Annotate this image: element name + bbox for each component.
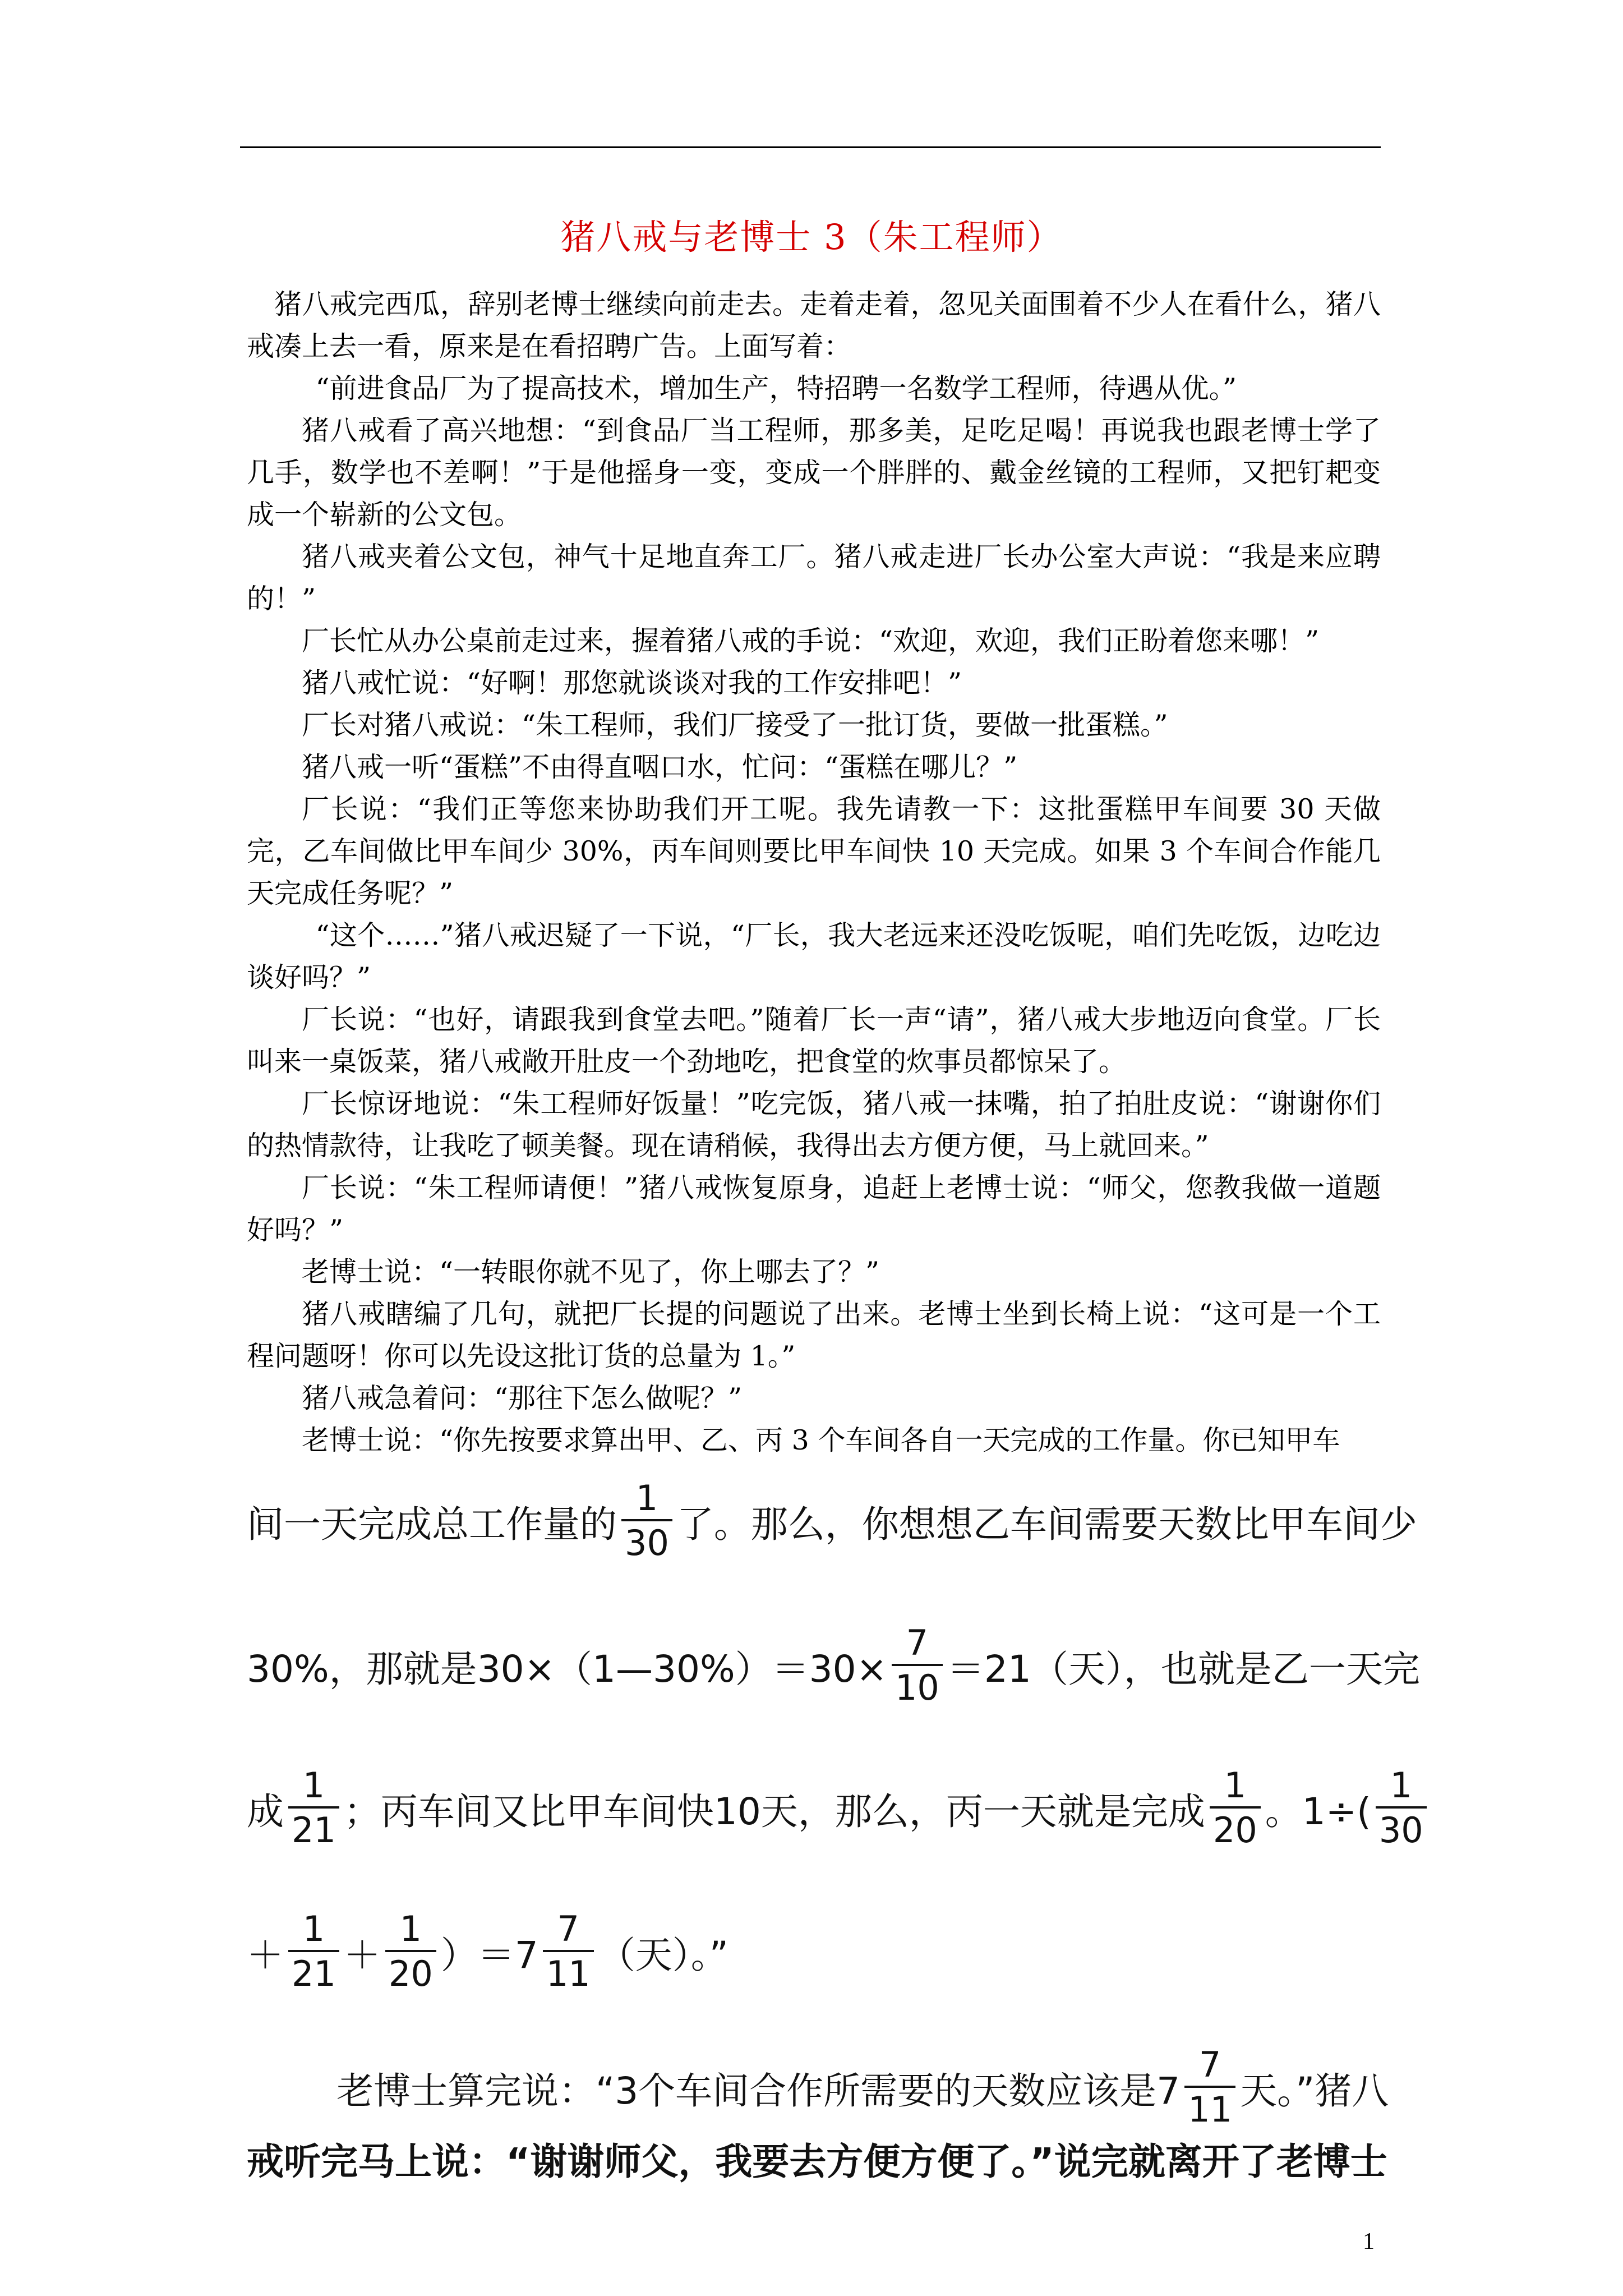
story-body bbox=[247, 283, 1381, 1461]
text-seg: ＝21（天），也就是乙一天完 bbox=[947, 1647, 1420, 1691]
paragraph-5: 厂长忙从办公桌前走过来，握着猪八戒的手说：“欢迎，欢迎，我们正盼着您来哪！” bbox=[302, 625, 1320, 657]
fraction-numerator: 1 bbox=[1224, 1765, 1247, 1806]
fraction-denominator: 30 bbox=[621, 1519, 672, 1561]
text-seg: 戒听完马上说：“谢谢师父，我要去方便方便了。”说完就离开了老博士 bbox=[247, 2140, 1387, 2183]
text-seg: 30%，那就是30×（1—30%）＝30× bbox=[247, 1647, 887, 1691]
fraction-denominator: 10 bbox=[892, 1664, 943, 1705]
paragraph-11: 厂长说：“也好，请跟我到食堂去吧。”随着厂长一声“请”，猪八戒大步地迈向食堂。厂长叫来一桌饭菜，猪八戒敞开肚皮一个劲地吃，把食堂的炊事员都惊呆了。 bbox=[247, 1004, 1381, 1078]
fraction-numerator: 1 bbox=[1390, 1765, 1413, 1806]
fraction-denominator: 20 bbox=[385, 1950, 436, 1991]
text-seg: ＋ bbox=[247, 1933, 284, 1977]
text-seg: 了。那么，你想想乙车间需要天数比甲车间少 bbox=[676, 1502, 1417, 1546]
fraction bbox=[543, 1908, 594, 1994]
paragraph-2: “前进食品厂为了提高技术，增加生产，特招聘一名数学工程师，待遇从优。” bbox=[315, 372, 1237, 404]
fraction-numerator: 7 bbox=[906, 1622, 929, 1663]
fraction-numerator: 1 bbox=[635, 1478, 658, 1519]
page-title: 猪八戒与老博士 3（朱工程师） bbox=[560, 217, 1063, 257]
fraction-numerator: 1 bbox=[302, 1765, 325, 1806]
text-seg: 天。”猪八 bbox=[1240, 2069, 1389, 2113]
fraction-denominator: 21 bbox=[288, 1950, 339, 1991]
text-seg: ；丙车间又比甲车间快10天，那么，丙一天就是完成 bbox=[343, 1789, 1205, 1833]
math-line-4 bbox=[247, 1908, 728, 1994]
text-seg: 。1÷( bbox=[1265, 1789, 1371, 1833]
text-seg: ）＝7 bbox=[440, 1933, 538, 1977]
math-line-3 bbox=[247, 1765, 1431, 1851]
text-seg: 间一天完成总工作量的 bbox=[247, 1502, 617, 1546]
paragraph-4: 猪八戒夹着公文包，神气十足地直奔工厂。猪八戒走进厂长办公室大声说：“我是来应聘的！” bbox=[247, 541, 1381, 615]
fraction bbox=[892, 1622, 943, 1708]
fraction bbox=[621, 1478, 672, 1563]
header-rule bbox=[240, 146, 1381, 148]
fraction-denominator: 11 bbox=[1184, 2086, 1235, 2127]
fraction-denominator: 21 bbox=[288, 1806, 339, 1848]
fraction bbox=[1210, 1765, 1261, 1851]
fraction bbox=[385, 1908, 436, 1994]
paragraph-10: “这个……”猪八戒迟疑了一下说，“厂长，我大老远来还没吃饭呢，咱们先吃饭，边吃边谈好吗？” bbox=[247, 919, 1381, 993]
fraction-denominator: 20 bbox=[1210, 1806, 1261, 1848]
math-line-5 bbox=[336, 2044, 1389, 2130]
paragraph-16: 猪八戒急着问：“那往下怎么做呢？” bbox=[302, 1382, 743, 1414]
paragraph-17: 老博士说：“你先按要求算出甲、乙、丙 3 个车间各自一天完成的工作量。你已知甲车 bbox=[302, 1424, 1340, 1456]
math-line-1 bbox=[247, 1478, 1417, 1563]
paragraph-9: 厂长说：“我们正等您来协助我们开工呢。我先请教一下：这批蛋糕甲车间要 30 天做完，乙车间做比甲车间少 30%，丙车间则要比甲车间快 10 天完成。如果 3 个车间合作能几天完成任务呢？” bbox=[247, 793, 1381, 909]
paragraph-8: 猪八戒一听“蛋糕”不由得直咽口水，忙问：“蛋糕在哪儿？” bbox=[302, 751, 1018, 783]
paragraph-13: 厂长说：“朱工程师请便！”猪八戒恢复原身，追赶上老博士说：“师父，您教我做一道题好吗？” bbox=[247, 1172, 1381, 1246]
paragraph-15: 猪八戒瞎编了几句，就把厂长提的问题说了出来。老博士坐到长椅上说：“这可是一个工程问题呀！你可以先设这批订货的总量为 1。” bbox=[247, 1298, 1381, 1372]
fraction-numerator: 7 bbox=[557, 1908, 579, 1949]
text-seg: ＋ bbox=[343, 1933, 381, 1977]
fraction bbox=[288, 1765, 339, 1851]
math-line-2 bbox=[247, 1622, 1420, 1708]
fraction-numerator: 7 bbox=[1198, 2044, 1221, 2085]
fraction bbox=[1376, 1765, 1427, 1851]
paragraph-14: 老博士说：“一转眼你就不见了，你上哪去了？” bbox=[302, 1256, 880, 1288]
fraction-denominator: 30 bbox=[1376, 1806, 1427, 1848]
paragraph-6: 猪八戒忙说：“好啊！那您就谈谈对我的工作安排吧！” bbox=[302, 667, 962, 699]
text-seg: （天）。” bbox=[598, 1933, 728, 1977]
text-seg: 老博士算完说：“3个车间合作所需要的天数应该是7 bbox=[336, 2069, 1181, 2113]
page-number: 1 bbox=[1363, 2229, 1375, 2254]
fraction-numerator: 1 bbox=[399, 1908, 422, 1949]
paragraph-1: 猪八戒完西瓜，辞别老博士继续向前走去。走着走着，忽见关面围着不少人在看什么，猪八戒凑上去一看，原来是在看招聘广告。上面写着： bbox=[247, 288, 1381, 362]
fraction-numerator: 1 bbox=[302, 1908, 325, 1949]
fraction bbox=[1184, 2044, 1235, 2130]
math-line-6 bbox=[247, 2132, 1387, 2185]
paragraph-12: 厂长惊讶地说：“朱工程师好饭量！”吃完饭，猪八戒一抹嘴，拍了拍肚皮说：“谢谢你们的热情款待，让我吃了顿美餐。现在请稍候，我得出去方便方便，马上就回来。” bbox=[247, 1088, 1381, 1162]
text-seg: 成 bbox=[247, 1789, 284, 1833]
fraction-denominator: 11 bbox=[543, 1950, 594, 1991]
paragraph-7: 厂长对猪八戒说：“朱工程师，我们厂接受了一批订货，要做一批蛋糕。” bbox=[302, 709, 1168, 741]
fraction bbox=[288, 1908, 339, 1994]
paragraph-3: 猪八戒看了高兴地想：“到食品厂当工程师，那多美，足吃足喝！再说我也跟老博士学了几手，数学也不差啊！”于是他摇身一变，变成一个胖胖的、戴金丝镜的工程师，又把钉耙变成一个崭新的公文包。 bbox=[247, 415, 1381, 531]
